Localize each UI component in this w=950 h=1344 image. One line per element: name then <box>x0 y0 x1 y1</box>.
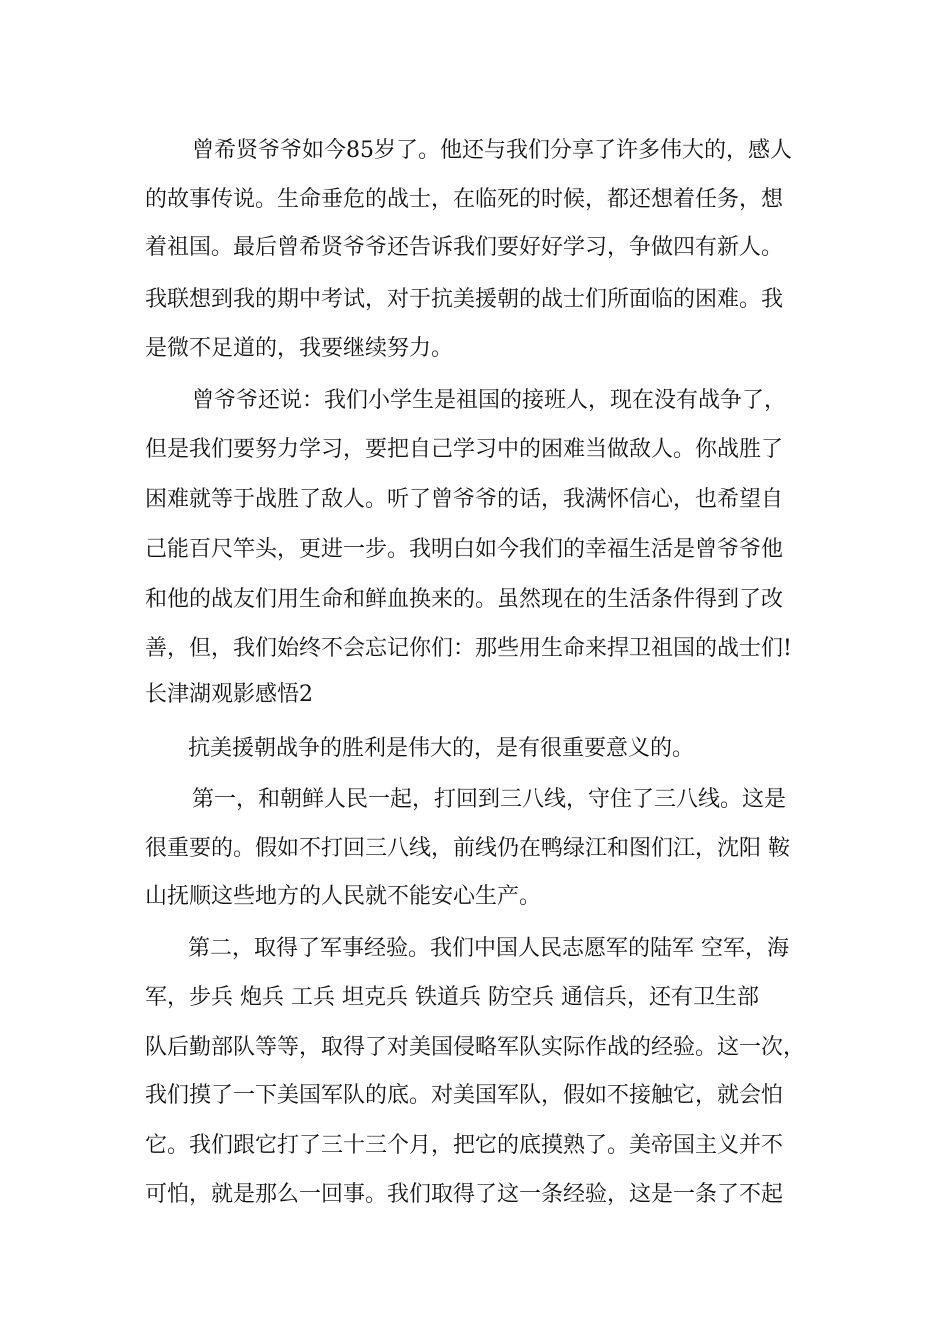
text-line: 善，但，我们始终不会忘记你们：那些用生命来捍卫祖国的战士们! <box>145 636 792 661</box>
text-line: 第一，和朝鲜人民一起，打回到三八线，守住了三八线。这是 <box>192 787 787 812</box>
text-line: 队后勤部队等等，取得了对美国侵略军队实际作战的经验。这一次， <box>145 1035 806 1060</box>
text-line: 山抚顺这些地方的人民就不能安心生产。 <box>145 884 542 909</box>
text-line: 第二，取得了军事经验。我们中国人民志愿军的陆军 空军，海 <box>188 936 789 961</box>
text-line: 可怕，就是那么一回事。我们取得了这一条经验，这是一条了不起 <box>145 1182 784 1207</box>
text-line: 困难就等于战胜了敌人。听了曾爷爷的话，我满怀信心，也希望自 <box>145 487 784 512</box>
text-line: 我联想到我的期中考试，对于抗美援朝的战士们所面临的困难。我 <box>145 287 784 312</box>
text-line: 但是我们要努力学习，要把自己学习中的困难当做敌人。你战胜了 <box>145 437 784 462</box>
text-line: 是微不足道的，我要继续努力。 <box>145 336 454 361</box>
text-line: 和他的战友们用生命和鲜血换来的。虽然现在的生活条件得到了改 <box>145 587 784 612</box>
text-line: 军，步兵 炮兵 工兵 坦克兵 铁道兵 防空兵 通信兵，还有卫生部 <box>145 985 759 1010</box>
section-heading: 长津湖观影感悟2 <box>145 682 313 707</box>
text-line: 抗美援朝战争的胜利是伟大的，是有很重要意义的。 <box>188 736 695 761</box>
text-line: 曾爷爷还说：我们小学生是祖国的接班人，现在没有战争了， <box>192 388 787 413</box>
text-line: 的故事传说。生命垂危的战士，在临死的时候，都还想着任务，想 <box>145 187 784 212</box>
text-line: 曾希贤爷爷如今85岁了。他还与我们分享了许多伟大的，感人 <box>192 138 792 163</box>
text-line: 它。我们跟它打了三十三个月，把它的底摸熟了。美帝国主义并不 <box>145 1133 784 1158</box>
text-line: 我们摸了一下美国军队的底。对美国军队，假如不接触它，就会怕 <box>145 1083 784 1108</box>
text-line: 着祖国。最后曾希贤爷爷还告诉我们要好好学习，争做四有新人。 <box>145 235 784 260</box>
text-line: 己能百尺竿头，更进一步。我明白如今我们的幸福生活是曾爷爷他 <box>145 537 784 562</box>
text-line: 很重要的。假如不打回三八线，前线仍在鸭绿江和图们江，沈阳 鞍 <box>145 836 790 861</box>
